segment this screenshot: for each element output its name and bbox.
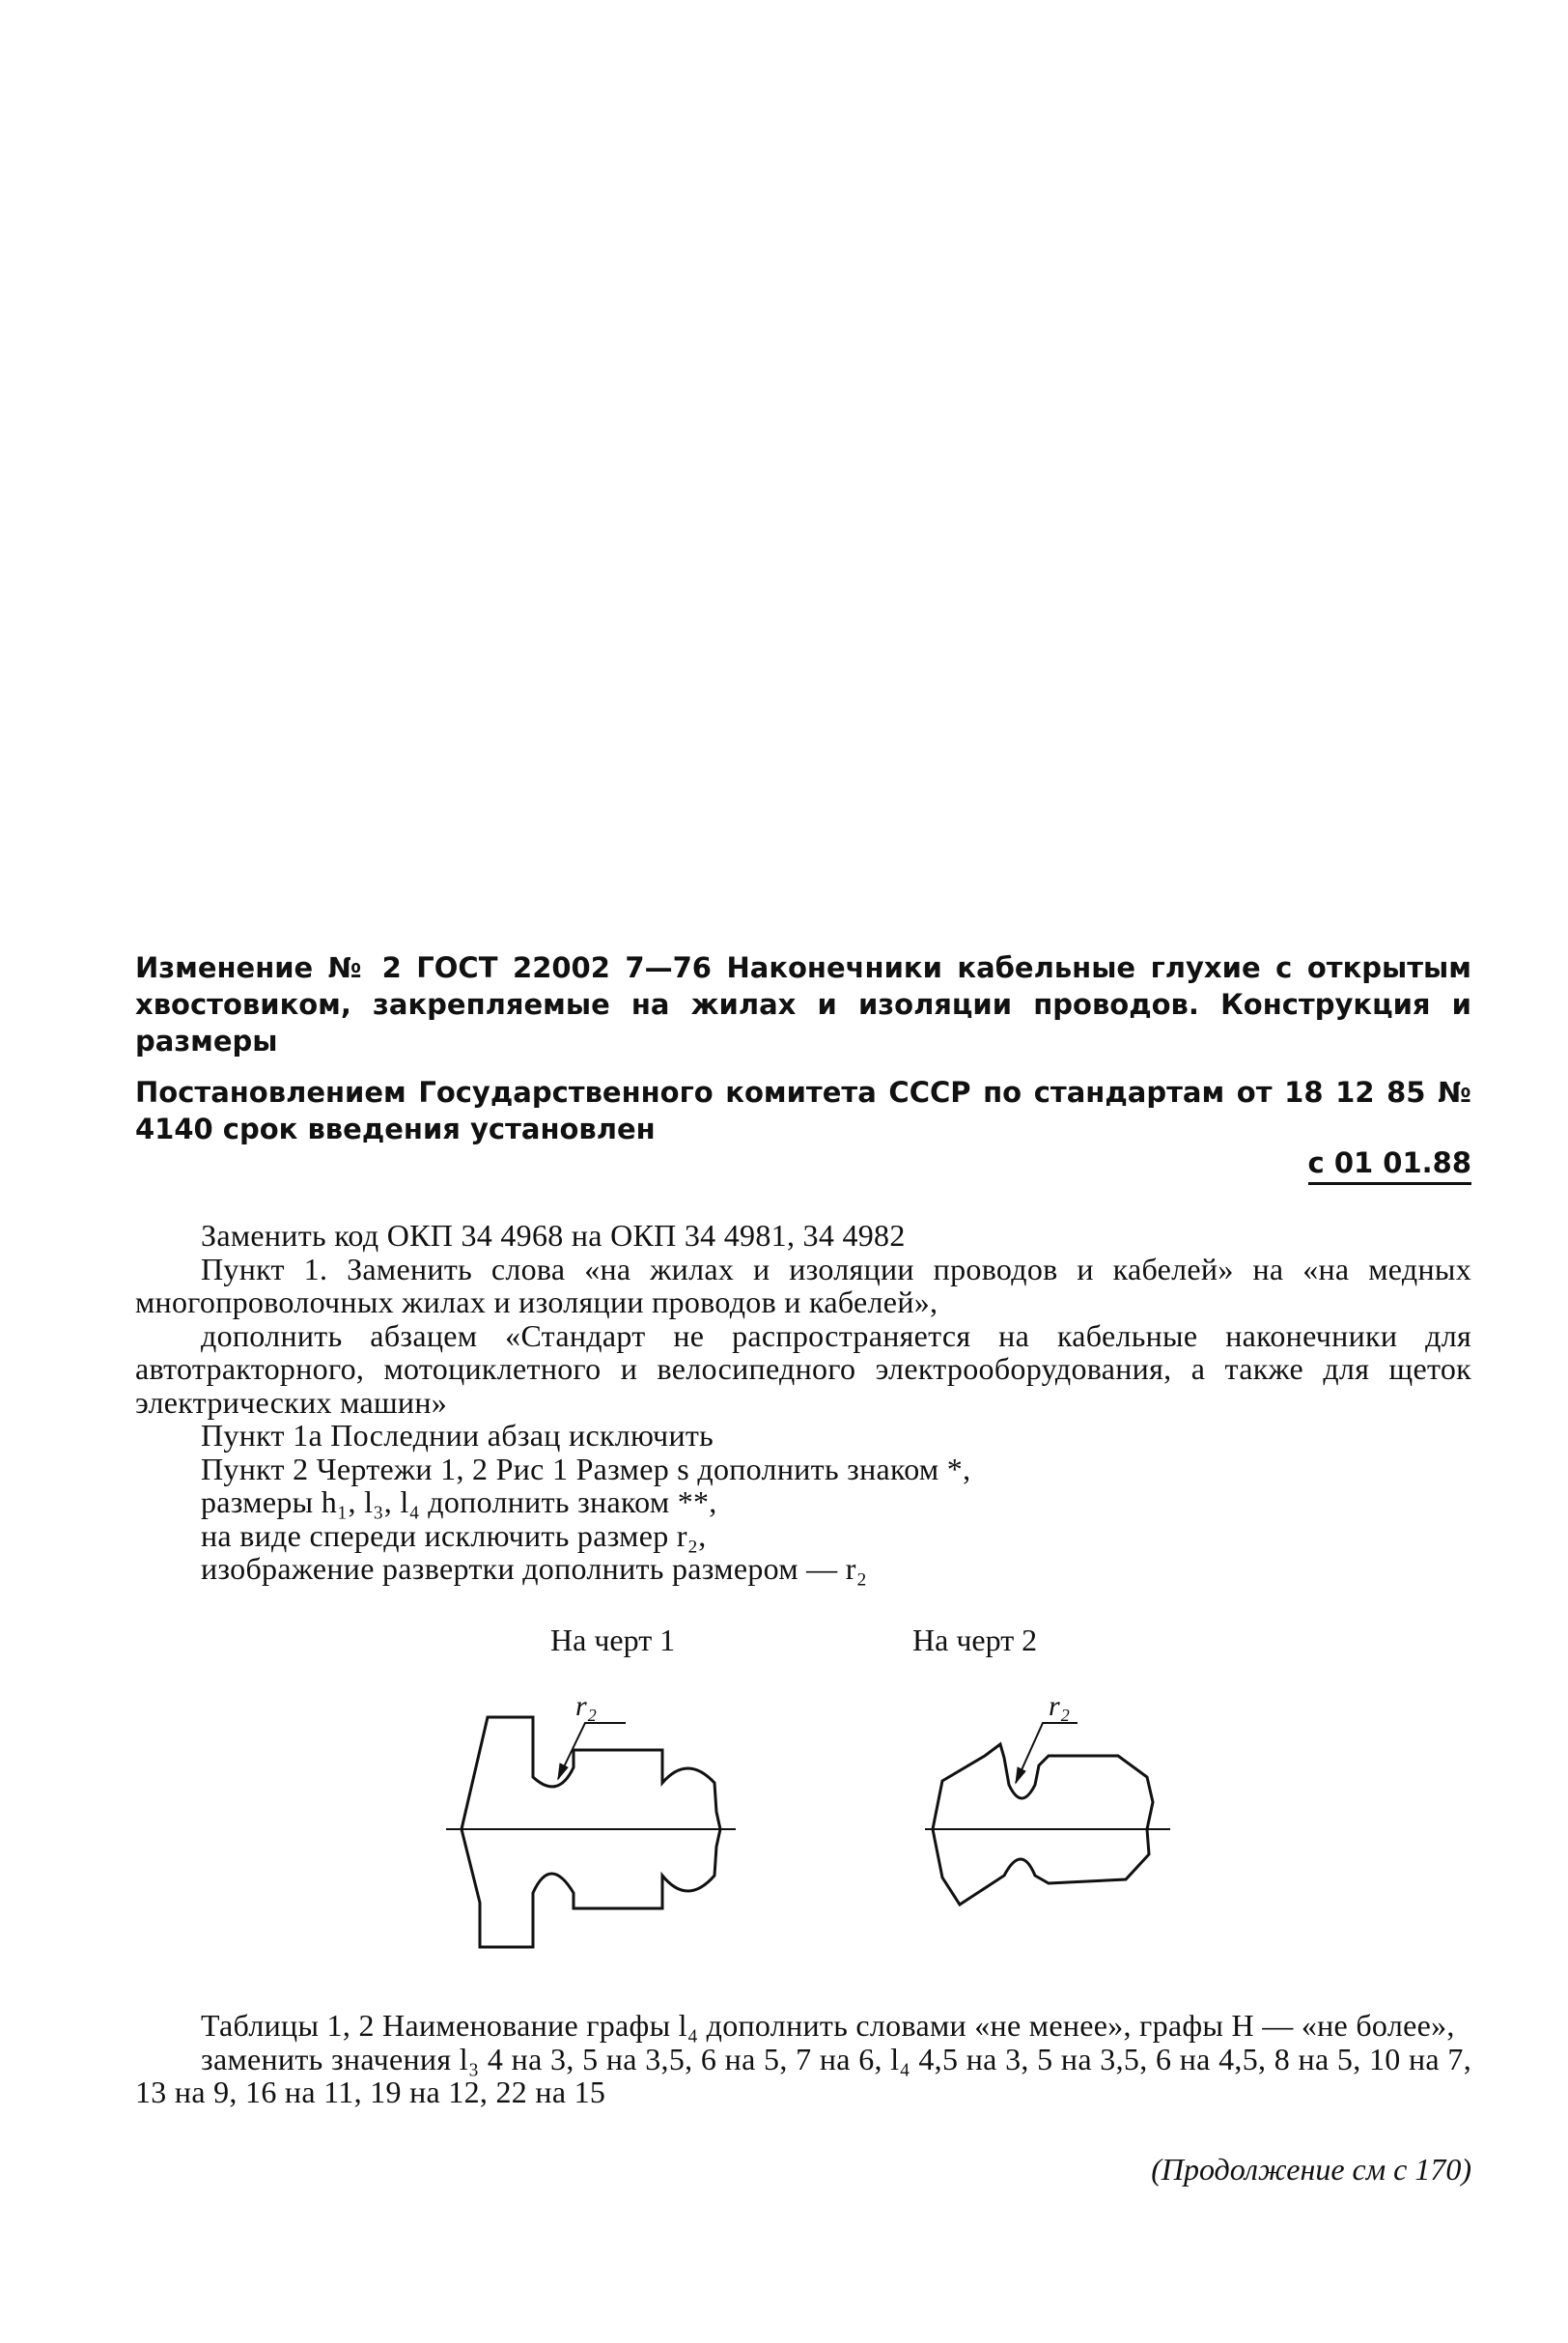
values-paragraph: заменить значения l₃ 4 на 3, 5 на 3,5, 6 на 5, 7 на 6, l₄ 4,5 на 3, 5 на 3,5, 6 на 4,5, 8 на 5, 10 на 7, 13 на 9, 16 на 11, 19 на 12, 22 на 15 xyxy=(135,2041,1471,2109)
continuation-note: (Продолжение см с 170) xyxy=(1151,2152,1471,2187)
drawing-1-dim-label: r₂ xyxy=(575,1690,598,1722)
drawing-1-outline xyxy=(462,1717,720,1947)
drawing-2-dim-label: r₂ xyxy=(1049,1690,1071,1722)
effective-date: с 01 01.88 xyxy=(1308,1145,1471,1185)
drawing-2 xyxy=(925,1690,1170,1905)
dimensions-paragraph: размеры h₁, l₃, l₄ дополнить знаком **, xyxy=(201,1484,717,1519)
decree-statement: Постановлением Государственного комитета СССР по стандартам от 18 12 85 № 4140 срок введения установлен xyxy=(135,1076,1471,1145)
drawing-1 xyxy=(446,1690,736,1947)
clause-1-paragraph: Пункт 1. Заменить слова «на жилах и изоляции проводов и кабелей» на «на медных многопроволочных жилах и изоляции проводов и кабелей», xyxy=(135,1251,1471,1319)
drawing-1-arrowhead xyxy=(558,1764,568,1779)
clause-1a-paragraph: Пункт 1а Последнии абзац исключить xyxy=(201,1418,714,1453)
drawing-2-arrowhead xyxy=(1016,1767,1025,1783)
okp-code-paragraph: Заменить код ОКП 34 4968 на ОКП 34 4981, 34 4982 xyxy=(201,1218,906,1253)
clause-1-addition-paragraph: дополнить абзацем «Стандарт не распространяется на кабельные наконечники для автотракторного, мотоциклетного и велосипедного электрооборудования, а также для щеток электрических машин» xyxy=(135,1317,1471,1420)
development-paragraph: изображение развертки дополнить размером — r₂ xyxy=(201,1551,868,1586)
front-view-paragraph: на виде спереди исключить размер r₂, xyxy=(201,1517,707,1553)
amendment-title: Изменение № 2 ГОСТ 22002 7—76 Наконечники кабельные глухие с открытым хвостовиком, закрепляемые на жилах и изоляции проводов. Конструкция и размеры xyxy=(135,951,1471,1058)
amendment-body xyxy=(135,1219,1471,1586)
clause-2-paragraph: Пункт 2 Чертежи 1, 2 Рис 1 Размер s дополнить знаком *, xyxy=(201,1451,971,1486)
drawing-2-outline xyxy=(933,1744,1153,1905)
drawings-area xyxy=(0,1623,1568,1990)
drawing-2-label: На черт 2 xyxy=(912,1623,1038,1657)
drawing-2-leader xyxy=(1016,1723,1078,1783)
tables-amendment xyxy=(135,2009,1471,2109)
drawing-1-label: На черт 1 xyxy=(550,1623,676,1657)
drawings-svg xyxy=(0,1623,1568,1990)
tables-paragraph: Таблицы 1, 2 Наименование графы l₄ дополнить словами «не менее», графы H — «не более», xyxy=(201,2008,1455,2043)
